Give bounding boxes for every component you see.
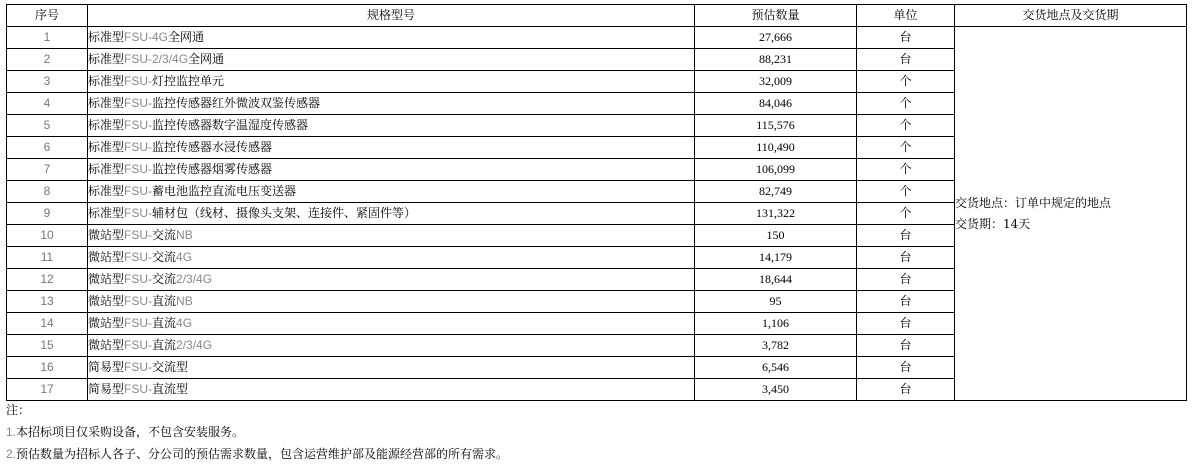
row-number: 1 [7, 27, 88, 49]
notes-section [6, 399, 1186, 465]
spec-name-segment: 微站型 [88, 294, 125, 308]
spec-name-segment: 辅材包（线材、摄像头支架、连接件、紧固件等） [152, 206, 417, 220]
row-number: 15 [7, 335, 88, 357]
spec-name-segment: 标准型 [88, 140, 125, 154]
spec-name-cell [88, 313, 695, 335]
spec-name-cell [88, 379, 695, 401]
spec-name-segment: 简易型 [88, 382, 125, 396]
table-body [7, 27, 1187, 401]
spec-name-cell [88, 159, 695, 181]
spec-name-segment: NB [176, 294, 193, 308]
header-row [7, 5, 1187, 27]
spec-name-segment: FSU-4G [124, 30, 169, 44]
unit-cell: 个 [857, 115, 955, 137]
spec-name-cell [88, 27, 695, 49]
spec-name-segment: 微站型 [88, 228, 125, 242]
spec-name-segment: FSU- [124, 184, 153, 198]
spec-name-segment: 监控传感器红外微波双鉴传感器 [152, 96, 321, 110]
note-number: 1. [6, 425, 17, 439]
row-number: 16 [7, 357, 88, 379]
header-unit: 单位 [857, 5, 955, 27]
notes-title: 注： [6, 403, 31, 417]
unit-cell: 台 [857, 379, 955, 401]
unit-cell: 个 [857, 159, 955, 181]
spec-name-segment: 标准型 [88, 30, 125, 44]
spec-name-segment: FSU- [124, 118, 153, 132]
table-row [7, 27, 1187, 49]
spec-name-segment: FSU- [124, 360, 153, 374]
row-number: 4 [7, 93, 88, 115]
unit-cell: 个 [857, 181, 955, 203]
row-number: 7 [7, 159, 88, 181]
spec-name-segment: FSU-2/3/4G [124, 52, 189, 66]
row-number: 8 [7, 181, 88, 203]
spec-name-segment: 标准型 [88, 74, 125, 88]
row-number: 6 [7, 137, 88, 159]
unit-cell: 台 [857, 247, 955, 269]
spec-name-cell [88, 137, 695, 159]
quantity-cell: 82,749 [695, 181, 857, 203]
spec-name-segment: 灯控监控单元 [152, 74, 225, 88]
spec-name-segment: 直流 [152, 316, 177, 330]
row-number: 5 [7, 115, 88, 137]
quantity-cell: 3,450 [695, 379, 857, 401]
spec-name-segment: 标准型 [88, 52, 125, 66]
spec-name-segment: FSU- [124, 316, 153, 330]
note-number: 2. [6, 447, 17, 461]
note-item [6, 443, 1186, 465]
unit-cell: 台 [857, 269, 955, 291]
spec-name-cell [88, 203, 695, 225]
spec-name-segment: 简易型 [88, 360, 125, 374]
spec-name-cell [88, 247, 695, 269]
spec-name-segment: 微站型 [88, 272, 125, 286]
spec-name-segment: FSU- [124, 74, 153, 88]
spec-name-segment: 监控传感器数字温湿度传感器 [152, 118, 309, 132]
unit-cell: 个 [857, 137, 955, 159]
row-number: 11 [7, 247, 88, 269]
spec-name-segment: FSU- [124, 228, 153, 242]
row-number: 2 [7, 49, 88, 71]
delivery-period: 交货期：14天 [955, 216, 1031, 231]
header-delivery: 交货地点及交货期 [955, 5, 1187, 27]
quantity-cell: 106,099 [695, 159, 857, 181]
spec-name-segment: 直流 [152, 294, 177, 308]
spec-name-segment: FSU- [124, 162, 153, 176]
quantity-cell: 32,009 [695, 71, 857, 93]
spec-name-segment: 微站型 [88, 250, 125, 264]
unit-cell: 台 [857, 27, 955, 49]
spec-name-segment: 交流 [152, 250, 177, 264]
spec-name-segment: 微站型 [88, 316, 125, 330]
header-no: 序号 [7, 5, 88, 27]
quantity-cell: 95 [695, 291, 857, 313]
header-qty: 预估数量 [695, 5, 857, 27]
spec-name-segment: 标准型 [88, 184, 125, 198]
spec-name-cell [88, 71, 695, 93]
spec-name-segment: 全网通 [188, 52, 225, 66]
spec-name-cell [88, 49, 695, 71]
unit-cell: 台 [857, 313, 955, 335]
unit-cell: 个 [857, 203, 955, 225]
header-spec: 规格型号 [88, 5, 695, 27]
note-item [6, 421, 1186, 443]
quantity-cell: 6,546 [695, 357, 857, 379]
spec-name-segment: FSU- [124, 338, 153, 352]
spec-name-cell [88, 335, 695, 357]
row-number: 12 [7, 269, 88, 291]
spec-name-segment: 标准型 [88, 206, 125, 220]
spec-name-segment: FSU- [124, 140, 153, 154]
spec-name-segment: FSU- [124, 250, 153, 264]
unit-cell: 台 [857, 49, 955, 71]
spec-name-segment: 4G [176, 250, 193, 264]
quantity-cell: 84,046 [695, 93, 857, 115]
quantity-cell: 18,644 [695, 269, 857, 291]
delivery-place: 交货地点：订单中规定的地点 [955, 195, 1112, 210]
spec-name-cell [88, 115, 695, 137]
spec-name-cell [88, 269, 695, 291]
spec-name-cell [88, 291, 695, 313]
row-number: 3 [7, 71, 88, 93]
row-number: 14 [7, 313, 88, 335]
spec-name-segment: 4G [176, 316, 193, 330]
quantity-cell: 150 [695, 225, 857, 247]
quantity-cell: 1,106 [695, 313, 857, 335]
spec-name-segment: FSU- [124, 96, 153, 110]
quantity-cell: 110,490 [695, 137, 857, 159]
spec-name-cell [88, 357, 695, 379]
row-number: 9 [7, 203, 88, 225]
row-number: 17 [7, 379, 88, 401]
spec-name-segment: 2/3/4G [176, 338, 213, 352]
spec-name-segment: 微站型 [88, 338, 125, 352]
spec-name-segment: 监控传感器水浸传感器 [152, 140, 273, 154]
spec-name-segment: 交流 [152, 272, 177, 286]
quantity-cell: 3,782 [695, 335, 857, 357]
unit-cell: 个 [857, 93, 955, 115]
note-text: 本招标项目仅采购设备，不包含安装服务。 [16, 425, 245, 439]
spec-table [6, 4, 1187, 401]
quantity-cell: 131,322 [695, 203, 857, 225]
quantity-cell: 14,179 [695, 247, 857, 269]
unit-cell: 个 [857, 71, 955, 93]
spec-name-segment: NB [176, 228, 193, 242]
unit-cell: 台 [857, 291, 955, 313]
spec-name-segment: 交流型 [152, 360, 189, 374]
spec-name-segment: FSU- [124, 294, 153, 308]
spec-name-cell [88, 93, 695, 115]
quantity-cell: 27,666 [695, 27, 857, 49]
spec-name-cell [88, 225, 695, 247]
unit-cell: 台 [857, 225, 955, 247]
spec-name-segment: FSU- [124, 382, 153, 396]
note-text: 预估数量为招标人各子、分公司的预估需求数量，包含运营维护部及能源经营部的所有需求。 [16, 447, 509, 461]
spec-name-cell [88, 181, 695, 203]
spec-name-segment: 标准型 [88, 118, 125, 132]
quantity-cell: 115,576 [695, 115, 857, 137]
spec-name-segment: 交流 [152, 228, 177, 242]
spec-name-segment: 蓄电池监控直流电压变送器 [152, 184, 297, 198]
unit-cell: 台 [857, 357, 955, 379]
spec-name-segment: FSU- [124, 206, 153, 220]
spec-name-segment: 直流 [152, 338, 177, 352]
row-number: 10 [7, 225, 88, 247]
quantity-cell: 88,231 [695, 49, 857, 71]
unit-cell: 台 [857, 335, 955, 357]
spec-name-segment: FSU- [124, 272, 153, 286]
spec-name-segment: 2/3/4G [176, 272, 213, 286]
spec-name-segment: 全网通 [168, 30, 205, 44]
spec-name-segment: 直流型 [152, 382, 189, 396]
spec-name-segment: 标准型 [88, 162, 125, 176]
row-number: 13 [7, 291, 88, 313]
spec-name-segment: 监控传感器烟雾传感器 [152, 162, 273, 176]
spec-name-segment: 标准型 [88, 96, 125, 110]
delivery-cell [955, 27, 1187, 401]
